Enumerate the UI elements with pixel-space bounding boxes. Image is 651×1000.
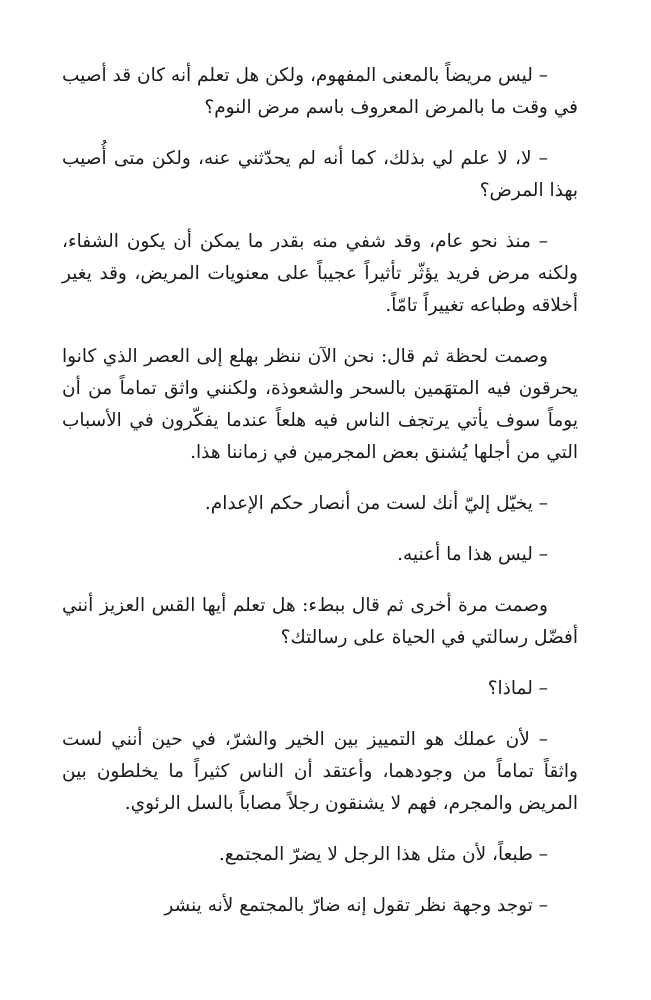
paragraph: – طبعاً، لأن مثل هذا الرجل لا يضرّ المجتمع. [218,844,548,865]
paragraph: – منذ نحو عام، وقد شفي منه بقدر ما يمكن أن يكون الشفاء، ولكنه مرض فريد يؤثّر تأثيراً عجيباً على معنويات المريض، وقد يغير أخلاقه وطباعه تغييراً تامّاً. [62,231,578,316]
paragraph: – ليس مريضاً بالمعنى المفهوم، ولكن هل تعلم أنه كان قد أصيب في وقت ما بالمرض المعروف باسم مرض النوم؟ [62,65,578,118]
paragraph: وصمت مرة أخرى ثم قال ببطء: هل تعلم أيها القس العزيز أنني أفضّل رسالتي في الحياة على رسالتك؟ [62,595,578,648]
paragraph: – توجد وجهة نظر تقول إنه ضارّ بالمجتمع لأنه ينشر [164,895,548,916]
paragraph: – لا، لا علم لي بذلك، كما أنه لم يحدّثني عنه، ولكن متى أُصيب بهذا المرض؟ [62,148,578,201]
paragraph: – ليس هذا ما أعنيه. [397,544,548,565]
paragraph: – لماذا؟ [487,678,548,699]
paragraph: وصمت لحظة ثم قال: نحن الآن ننظر بهلع إلى العصر الذي كانوا يحرقون فيه المتهَمين بالسحر والشعوذة، ولكنني واثق تماماً من أن يوماً سوف يأتي يرتجف الناس فيه هلعاً عندما يفكّرون في الأسباب التي من أجلها يُشنق بعض المجرمين في زماننا هذا. [62,346,578,463]
paragraph: – يخيّل إليّ أنك لست من أنصار حكم الإعدام. [204,493,548,514]
document-page [62,60,578,941]
paragraph: – لأن عملك هو التمييز بين الخير والشرّ، في حين أنني لست واثقاً تماماً من وجودهما، وأعتقد أن الناس كثيراً ما يخلطون بين المريض والمجرم، فهم لا يشنقون رجلاً مصاباً بالسل الرئوي. [62,729,578,814]
